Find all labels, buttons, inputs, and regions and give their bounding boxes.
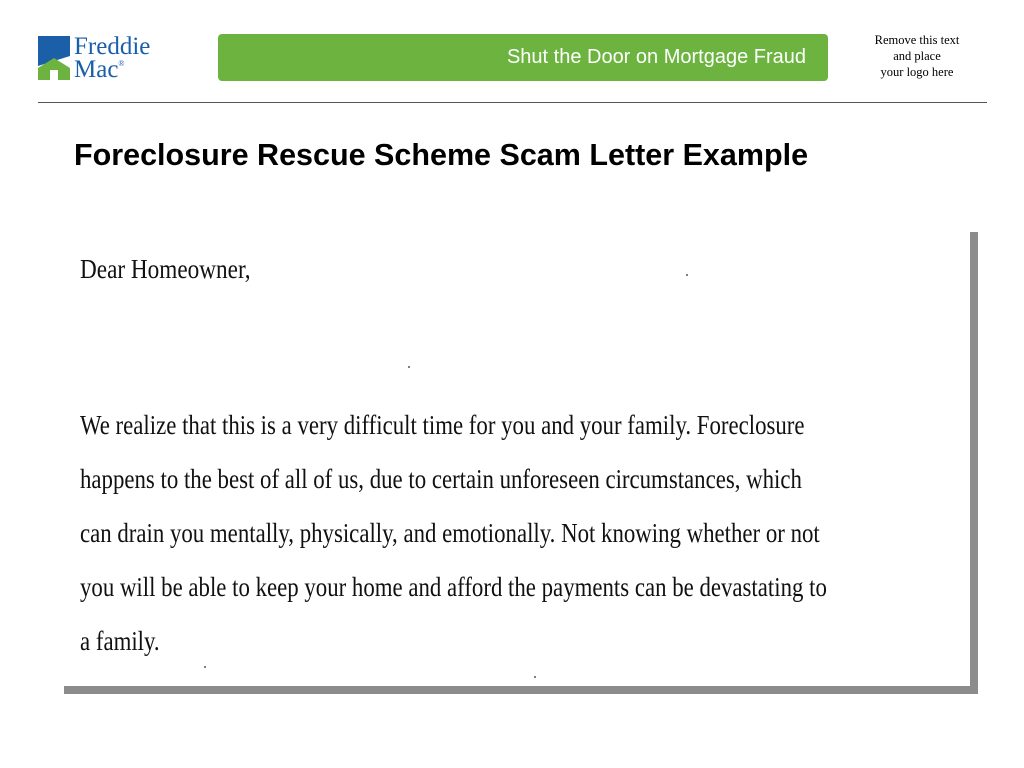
letter-line: a family. — [80, 625, 160, 656]
letter-line: We realize that this is a very difficult time for you and your family. Foreclosure — [80, 409, 805, 440]
letter-line: can drain you mentally, physically, and emotionally. Not knowing whether or not — [80, 517, 820, 548]
scan-speck — [204, 666, 206, 668]
logo-note-line: and place — [893, 49, 941, 63]
scan-speck — [534, 676, 536, 678]
logo-wordmark-text: Mac — [74, 56, 119, 83]
scan-speck — [686, 274, 688, 276]
logo-wordmark-line1: Freddie — [74, 33, 151, 60]
registered-mark: ® — [118, 59, 125, 68]
logo-wordmark-line2 — [74, 57, 125, 82]
logo-note-line: your logo here — [880, 65, 954, 79]
letter-line: you will be able to keep your home and afford the payments can be devastating to — [80, 571, 827, 602]
logo-note-line: Remove this text — [874, 33, 960, 47]
campaign-banner — [218, 34, 828, 81]
freddie-mac-logo — [38, 34, 178, 84]
scanned-letter — [58, 226, 970, 686]
banner-title: Shut the Door on Mortgage Fraud — [506, 46, 806, 68]
letter-body — [80, 398, 980, 668]
house-logo-icon — [38, 36, 70, 80]
letter-line: happens to the best of all of us, due to certain unforeseen circumstances, which — [80, 463, 802, 494]
header-divider — [38, 102, 987, 103]
scan-speck — [408, 366, 410, 368]
page-title: Foreclosure Rescue Scheme Scam Letter Example — [74, 138, 809, 172]
letter-greeting: Dear Homeowner, — [80, 254, 251, 284]
logo-placeholder-note — [857, 32, 977, 80]
